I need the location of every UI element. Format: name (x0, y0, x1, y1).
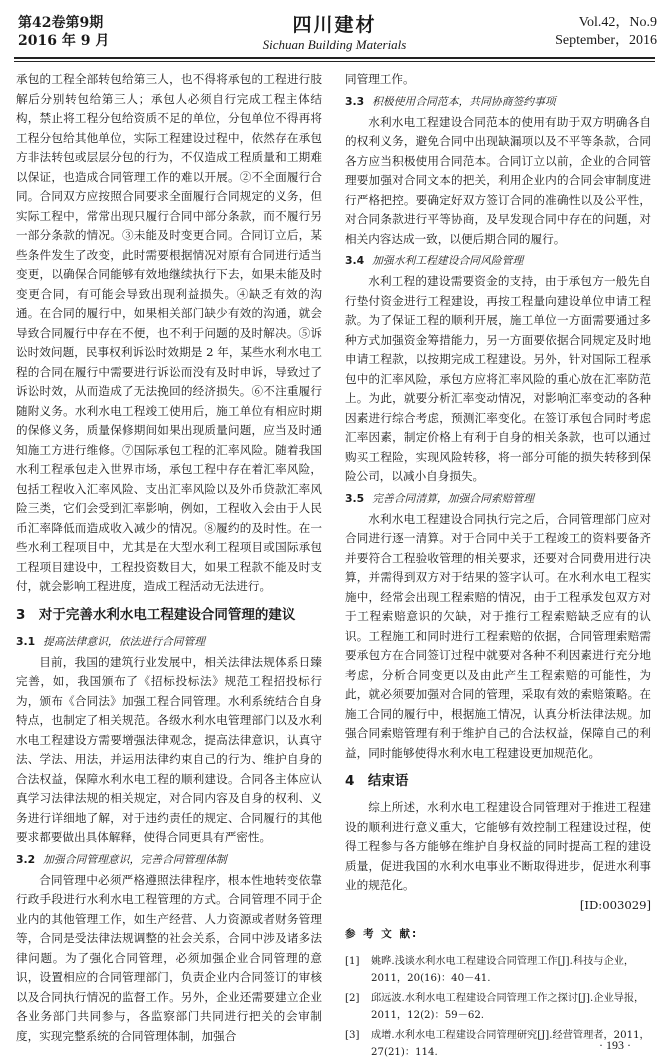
subsection-heading-3-3 (345, 92, 651, 111)
journal-name-en: Sichuan Building Materials (262, 37, 407, 52)
body-paragraph: 水利工程的建设需要资金的支持，由于承包方一般先自行垫付资金进行工程建设，再按工程量向建设单位申请工程款。为了保证工程的顺利开展，施工单位一方面需要通过多种方式加强资金筹措能力，另一方面要依据合同规定及时地申请工程款，以按期完成工程建设。另外，针对国际工程承包中的汇率风险，承包方应将汇率风险的重心放在汇率防范上。为此，就要分析汇率变动情况，对影响汇率变动的各种因素进行综合考虑，预测汇率变化。在签订承包合同时考虑汇率因素，制定价格上有利于自身的相关条款，也可以通过购买工程险，实现风险转移，将一部分可能的损失转移到保险公司，以减小自身损失。 (345, 274, 651, 483)
date-cn: 2016 年 9 月 (18, 33, 110, 49)
subsection-title: 加强水利工程建设合同风险管理 (372, 254, 524, 267)
body-paragraph: 水利水电工程建设合同范本的使用有助于双方明确各自的权利义务，避免合同中出现缺漏项以及不平等条款，合同各方应当积极使用合同范本。合同订立以前，企业的合同管理要加强对合同文本的把关，利用企业内的合同会审制度进行严格把控。要确定好双方签订合同的准确性以及公平性，对合同条款进行平等协商，及早发现合同中存在的问题，对相关内容达成一致，以便后期合同的履行。 (345, 114, 651, 246)
subsection-number: 3.3 (345, 94, 365, 108)
header-right (555, 14, 657, 50)
body-paragraph: 承包的工程全部转包给第三人，也不得将承包的工程进行肢解后分别转包给第三人；承包人必须自行完成工程主体结构，禁止将工程分包给资质不足的单位，分包单位不得再将工程分包给其他单位，实际工程建设过程中，依然存在承包方非法转包或层层分包的行为，不仅造成工程质量和工期难以保证，也造成合同管理工作的难以开展。②不全面履行合同。合同双方应按照合同要求全面履行合同规定的义务，但实际工程中，常常出现只履行合同中部分条款，而不履行另一部分条款的情况。③未能及时变更合同。合同订立后，某些条件发生了改变，此时需要根据情况对原有合同进行适当变更，以确保合同能够有效地继续执行下去，如果未能及时变更合同，有可能会导致出现利益损失。④缺乏有效的沟通。在合同的履行中，如果相关部门缺少有效的沟通，就会导致合同履行中存在不便，也不利于问题的及时解决。⑤诉讼时效问题，民事权利诉讼时效期是 2 年，某些水利水电工程的合同在履行中需要进行诉讼而没有及时申诉，导致过了诉讼时效，从而造成了无法挽回的经济损失。⑥不注重履行随附义务。水利水电工程竣工使用后，施工单位有相应时期的保修义务，质量保修期间如果出现质量问题，应当及时通知施工方进行维修。⑦国际承包工程的汇率风险。随着我国水利工程承包走入世界市场，承包工程中存在着汇率风险，包括工程收入汇率风险、支出汇率风险以及外币贷款汇率风险三类，它们会受到汇率影响，例如，工程收入会由于人民币汇率降低而造成收入减少的情况。⑧履约的及时性。在一些水利工程项目中，尤其是在大型水利工程项目或国际承包工程项目建设中，工程投资数目大，如果工程款不能及时支付，就会影响工程进度，造成工程活动无法进行。 (16, 72, 322, 593)
page-number: · 193 · (599, 1038, 631, 1052)
document-id: [ID:003029] (579, 897, 651, 912)
body-paragraph: 同管理工作。 (345, 72, 415, 86)
header-rule-thick (14, 57, 655, 59)
volume-issue-en: Vol.42，No.9 (578, 15, 657, 30)
journal-logo: 四川建材 (292, 14, 377, 36)
subsection-heading-3-2 (16, 850, 322, 869)
reference-item (345, 953, 651, 987)
reference-number: [2] (345, 992, 360, 1004)
subsection-heading-3-1 (16, 632, 322, 651)
subsection-title: 提高法律意识，依法进行合同管理 (43, 634, 206, 648)
subsection-title: 完善合同清算，加强合同索赔管理 (372, 491, 535, 505)
body-paragraph: 目前，我国的建筑行业发展中，相关法律法规体系日臻完善，如，我国颁布了《招标投标法》规范工程招投标行为，颁布《合同法》加强工程合同管理。水利系统结合自身特点，也制定了相关规范。各级水利水电管理部门以及水利水电工程建设方需要增强法律观念，提高法律意识，认真守法、学法、用法，并运用法律约束自己的行为、维护自身的合法权益，保障水利水电工程的顺利建设。合同各主体应认真学习法律法规的相关规定，对合同内容及自身的权利、义务进行详细地了解，对于违约责任的规定、合同履行的其他要求都要做出具体解释，使得合同更具有严密性。 (16, 654, 322, 844)
subsection-title: 加强合同管理意识，完善合同管理体制 (43, 852, 227, 866)
subsection-title: 积极使用合同范本，共同协商签约事项 (372, 94, 556, 108)
section-heading-3: 3 对于完善水利水电工程建设合同管理的建议 (16, 606, 296, 623)
reference-number: [3] (345, 1029, 360, 1041)
section-heading-4: 4 结束语 (345, 773, 409, 789)
reference-text: 姚晔.浅谈水利水电工程建设合同管理工作[J].科技与企业，2011，20(16)：40－41. (371, 955, 635, 984)
subsection-heading-3-4 (345, 251, 651, 270)
reference-number: [1] (345, 955, 360, 967)
header-rule-thin (14, 61, 655, 62)
subsection-number: 3.2 (16, 852, 36, 866)
volume-issue-cn: 第42卷第9期 (18, 15, 104, 31)
date-en: September，2016 (555, 33, 657, 48)
right-column (345, 70, 651, 1064)
subsection-heading-3-5 (345, 489, 651, 508)
body-paragraph: 合同管理中必须严格遵照法律程序，根本性地转变依靠行政手段进行水利水电工程管理的方式。合同管理不同于企业内的其他管理工作，如生产经营、人力资源或者财务管理等，合同是受法律法规调整的社会关系，合同中涉及诸多法律问题。为了强化合同管理，必须加强企业合同管理的意识，设置相应的合同管理部门，负责企业内合同签订的审核以及合同执行情况的监督工作。另外，企业还需要建立企业各业务部门共同参与，各监察部门共同进行把关的会审制度，实现完整系统的合同管理体制，加强合 (16, 872, 322, 1043)
reference-item (345, 990, 651, 1024)
body-paragraph: 水利水电工程建设合同执行完之后，合同管理部门应对合同进行逐一清算。对于合同中关于工程竣工的资料要备齐并要符合工程验收管理的相关要求，还要对合同费用进行决算，并需得到双方对于结果的签字认可。在水利水电工程实施中，经常会出现工程索赔的情况，由于工程承发包双方对于工程索赔意识的欠缺，对于推行工程索赔缺乏应有的认识。工程施工和同时进行工程索赔的依据，合同管理索赔需要承包方在合同签订过程中就要对各种不利因素进行充分地考虑，分析合同变更以及由此产生工程索赔的可能性，为此，就必须要加强对合同的管理，采取有效的索赔策略。在施工合同的履行中，根据施工情况，认真分析法律法规。加强合同索赔管理有利于维护自己的合法权益，保障自己的利益，同时能够使得水利水电工程建设更加规范化。 (345, 511, 651, 760)
subsection-number: 3.4 (345, 254, 365, 267)
reference-text: 成增.水利水电工程建设合同管理研究[J].经营管理者，2011，27(21)：114. (371, 1029, 650, 1058)
subsection-number: 3.5 (345, 491, 365, 505)
references-heading: 参 考 文 献: (345, 928, 419, 940)
subsection-number: 3.1 (16, 634, 36, 648)
reference-text: 邱远波.水利水电工程建设合同管理工作之探讨[J].企业导报，2011，12(2)：59－62. (371, 992, 645, 1021)
journal-header (0, 0, 669, 60)
body-paragraph: 综上所述，水利水电工程建设合同管理对于推进工程建设的顺利进行意义重大，它能够有效控制工程建设过程，使得工程参与各方能够在维护自身权益的同时提高工程的建设质量，促进我国的水利水电事业不断取得进步，促进水利事业的规范化。 (345, 800, 651, 892)
left-column (16, 70, 322, 1046)
